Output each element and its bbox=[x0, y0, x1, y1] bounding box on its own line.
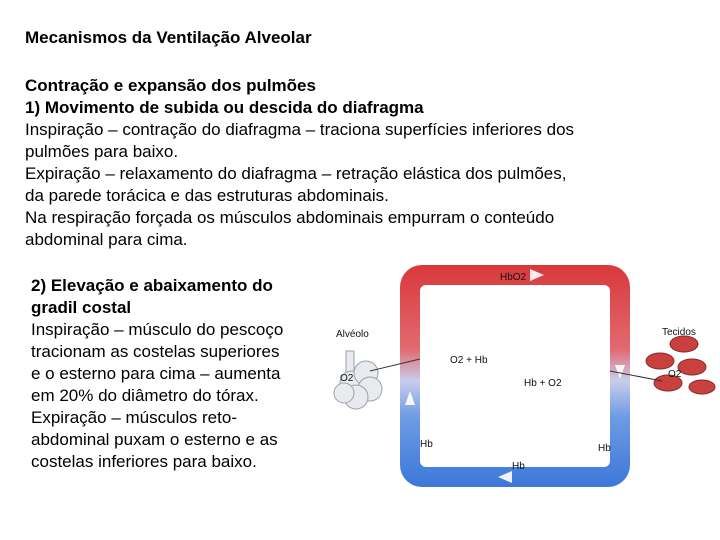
label-o2-plus-hb: O2 + Hb bbox=[450, 355, 488, 366]
item2-line: e o esterno para cima – aumenta bbox=[31, 364, 281, 383]
item2-line: abdominal puxam o esterno e as bbox=[31, 430, 278, 449]
item2-line: em 20% do diâmetro do tórax. bbox=[31, 386, 259, 405]
label-hbo2: HbO2 bbox=[500, 272, 527, 283]
item2-line: tracionam as costelas superiores bbox=[31, 342, 280, 361]
item2-heading: 2) Elevação e abaixamento do bbox=[31, 276, 273, 295]
gas-exchange-figure bbox=[322, 255, 720, 495]
gas-exchange-diagram bbox=[322, 255, 720, 495]
label-o2-alveolo: O2 bbox=[340, 373, 354, 384]
item1-line: Na respiração forçada os músculos abdominais empurram o conteúdo bbox=[25, 208, 555, 227]
label-hb-bottom: Hb bbox=[512, 461, 525, 472]
item1-line: pulmões para baixo. bbox=[25, 142, 179, 161]
label-hb-plus-o2: Hb + O2 bbox=[524, 378, 562, 389]
item2-line: costelas inferiores para baixo. bbox=[31, 452, 257, 471]
section-heading: Contração e expansão dos pulmões bbox=[25, 76, 316, 95]
loop-interior bbox=[420, 285, 610, 467]
item2-text-block bbox=[31, 275, 331, 473]
item2-line: Inspiração – músculo do pescoço bbox=[31, 320, 284, 339]
item1-line: abdominal para cima. bbox=[25, 230, 188, 249]
label-o2-tecidos: O2 bbox=[668, 369, 682, 380]
label-tecidos: Tecidos bbox=[662, 327, 696, 338]
item2-heading: gradil costal bbox=[31, 298, 132, 317]
item1-line: Inspiração – contração do diafragma – traciona superfícies inferiores dos bbox=[25, 120, 575, 139]
item1-line: Expiração – relaxamento do diafragma – retração elástica dos pulmões, bbox=[25, 164, 567, 183]
label-alveolo: Alvéolo bbox=[336, 329, 369, 340]
label-hb-right: Hb bbox=[598, 443, 611, 454]
label-hb-left: Hb bbox=[420, 439, 433, 450]
item2-line: Expiração – músculos reto- bbox=[31, 408, 237, 427]
item1-heading: 1) Movimento de subida ou descida do diafragma bbox=[25, 98, 424, 117]
slide-title: Mecanismos da Ventilação Alveolar bbox=[25, 28, 312, 47]
tissue-cells-icon bbox=[646, 336, 715, 394]
item1-line: da parede torácica e das estruturas abdominais. bbox=[25, 186, 389, 205]
main-text-block bbox=[25, 75, 695, 251]
